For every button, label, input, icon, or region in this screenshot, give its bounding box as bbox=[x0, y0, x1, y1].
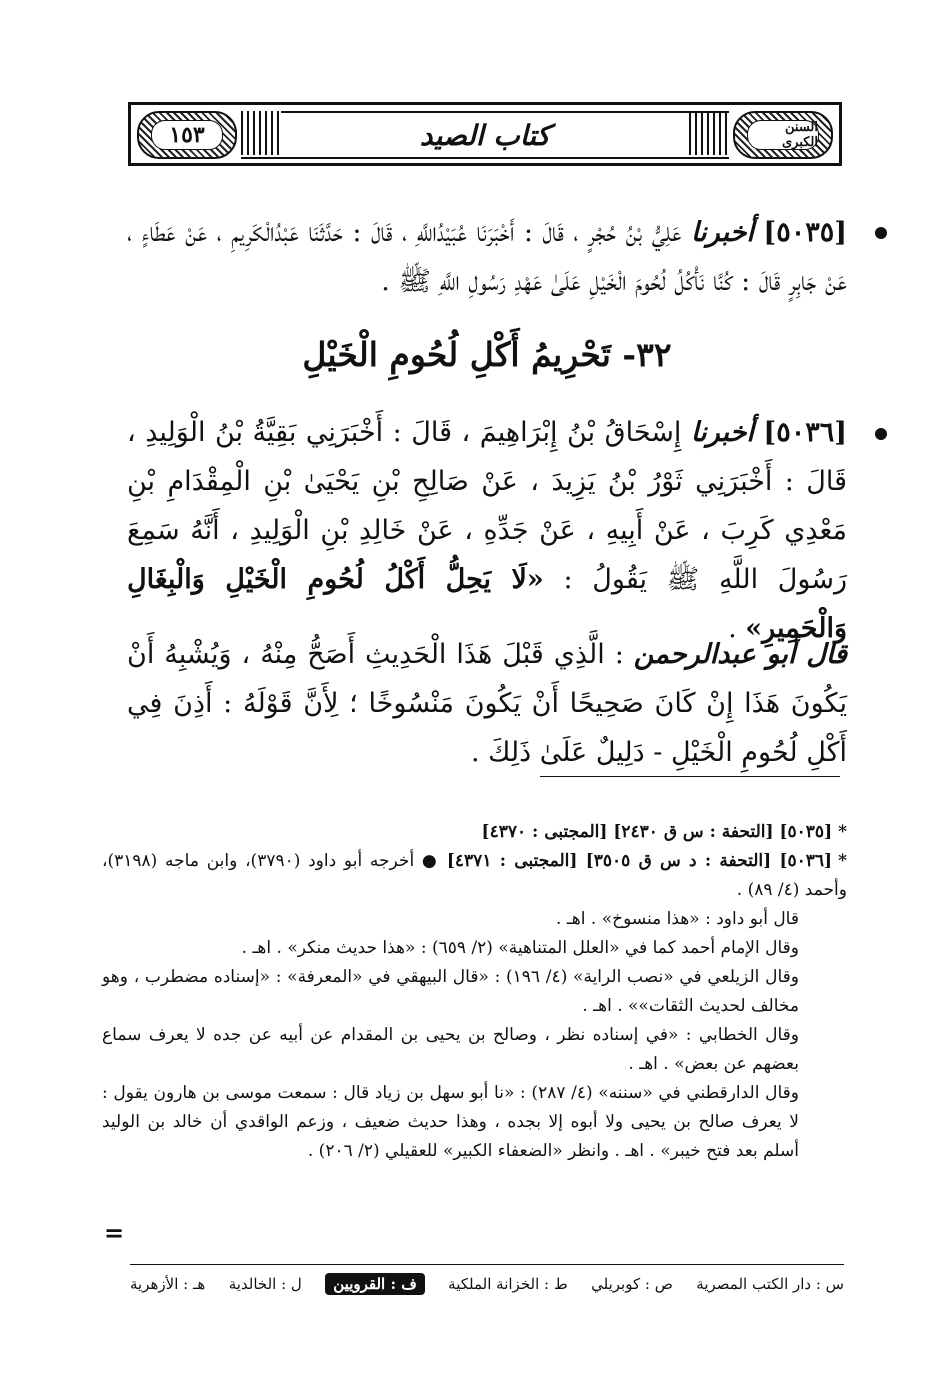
legend-item: ل : الخالدية bbox=[228, 1275, 302, 1293]
prophetic-quote: «لَا يَحِلُّ أَكْلُ لُحُومِ الْخَيْلِ وَالْبِغَالِ وَالْحَمِيرِ» bbox=[127, 564, 847, 644]
series-logo-ornament bbox=[733, 111, 833, 159]
hadith-end: . bbox=[728, 613, 746, 644]
legend-item: س : دار الكتب المصرية bbox=[696, 1275, 844, 1293]
asterisk-icon: * bbox=[838, 822, 847, 842]
hadith-5035 bbox=[127, 208, 847, 306]
legend-item: هـ : الأزهرية bbox=[130, 1275, 206, 1293]
page-header bbox=[128, 102, 842, 166]
legend-item: ص : كوبريلي bbox=[591, 1275, 673, 1293]
footnote-line: وقال الإمام أحمد كما في «العلل المتناهية» (٢/ ٦٥٩) : «هذا حديث منكر» . اهـ . bbox=[241, 938, 799, 958]
page-number-ornament bbox=[137, 111, 237, 159]
footnote-1: [٥٠٣٥] [التحفة : س ق ٢٤٣٠] [المجتبى : ٤٣٧٠] bbox=[481, 822, 833, 842]
footnote-line: وقال الزيلعي في «نصب الراية» (٤/ ١٩٦) : «قال البيهقي في «المعرفة» : «إسناده مضطرب ، وهو مخالف لحديث الثقات»» . اهـ . bbox=[102, 967, 799, 1016]
book-title: كتاب الصيد bbox=[241, 111, 729, 159]
hadith-5036 bbox=[127, 408, 847, 653]
hadith-text: إِسْحَاقُ بْنُ إِبْرَاهِيمَ ، قَالَ : أَخْبَرَنِي بَقِيَّةُ بْنُ الْوَلِيدِ ، قَالَ : أَخْبَرَنِي ثَوْرُ بْنُ يَزِيدَ ، عَنْ صَالِحِ بْنِ يَحْيَىٰ بْنِ الْمِقْدَامِ بْنِ مَعْدِي كَرِبَ ، عَنْ أَبِيهِ ، عَنْ جَدِّهِ ، عَنْ خَالِدِ بْنِ الْوَلِيدِ ، أَنَّهُ سَمِعَ رَسُولَ اللَّهِ ﷺ يَقُولُ : bbox=[127, 417, 848, 595]
footnote-2-text: ● أخرجه أبو داود (٣٧٩٠)، وابن ماجه (٣١٩٨)، وأحمد (٤/ ٨٩) . bbox=[102, 851, 847, 900]
footnote-line: قال أبو داود : «هذا منسوخ» . اهـ . bbox=[556, 909, 799, 929]
page-number: ١٥٣ bbox=[151, 120, 223, 150]
footnotes bbox=[102, 818, 847, 1166]
continuation-mark: = bbox=[104, 1218, 125, 1247]
footer-divider bbox=[130, 1264, 844, 1265]
footnote-line: وقال الخطابي : «في إسناده نظر ، وصالح بن يحيى بن المقدام عن أبيه عن جده لا يعرف سماع بعضهم عن بعض» . اهـ . bbox=[102, 1025, 799, 1074]
commentary-lead: قال أبو عبدالرحمن bbox=[633, 639, 847, 670]
header-ornament-left bbox=[241, 111, 281, 155]
hadith-text: عَلِيُّ بْنُ حُجْرٍ ، قَالَ : أَخْبَرَنَا عُبَيْدُاللَّهِ ، قَالَ : حَدَّثَنَا عَبْدُالْكَرِيمِ ، عَنْ عَطَاءٍ ، عَنْ جَابِرٍ قَالَ : كُنَّا نَأْكُلُ لُحُومَ الْخَيْلِ عَلَىٰ عَهْدِ رَسُولِ اللَّهِ ﷺ . bbox=[127, 217, 847, 297]
bullet-icon bbox=[875, 227, 887, 239]
hadith-lead: أخبرنا bbox=[690, 417, 754, 448]
manuscript-legend bbox=[130, 1270, 844, 1298]
footnote-divider bbox=[540, 776, 840, 777]
commentary bbox=[127, 630, 847, 777]
chapter-title: ٣٢- تَحْرِيمُ أَكْلِ لُحُومِ الْخَيْلِ bbox=[302, 335, 672, 374]
commentary-text: : الَّذِي قَبْلَ هَذَا الْحَدِيثِ أَصَحُّ مِنْهُ ، وَيُشْبِهُ أَنْ يَكُونَ هَذَا إِنْ كَانَ صَحِيحًا أَنْ يَكُونَ مَنْسُوخًا ؛ لِأَنَّ قَوْلَهُ : أَذِنَ فِي أَكْلِ لُحُومِ الْخَيْلِ - دَلِيلٌ عَلَىٰ ذَلِكَ . bbox=[127, 639, 847, 768]
footnote-2-refs: [٥٠٣٦] [التحفة : د س ق ٣٥٠٥] [المجتبى : ٤٣٧١] bbox=[446, 851, 833, 871]
hadith-number: [٥٠٣٦] bbox=[763, 417, 847, 448]
legend-item: ط : الخزانة الملكية bbox=[448, 1275, 568, 1293]
hadith-number: [٥٠٣٥] bbox=[763, 217, 847, 248]
hadith-lead: أخبرنا bbox=[690, 217, 754, 248]
asterisk-icon: * bbox=[838, 851, 847, 871]
series-logo: السنن الكبرى bbox=[747, 120, 819, 150]
legend-item-highlighted: ف : القرويين bbox=[325, 1273, 425, 1295]
bullet-icon bbox=[875, 428, 887, 440]
footnote-line: وقال الدارقطني في «سننه» (٤/ ٢٨٧) : «نا أبو سهل بن زياد قال : سمعت موسى بن هارون يقول : لا يعرف صالح بن يحيى ولا أبوه إلا بجده ، وهذا حديث ضعيف ، وزعم الواقدي أن خالد بن الوليد أسلم بعد فتح خيبر» . اهـ . وانظر «الضعفاء الكبير» للعقيلي (٢/ ٢٠٦) . bbox=[102, 1083, 799, 1161]
